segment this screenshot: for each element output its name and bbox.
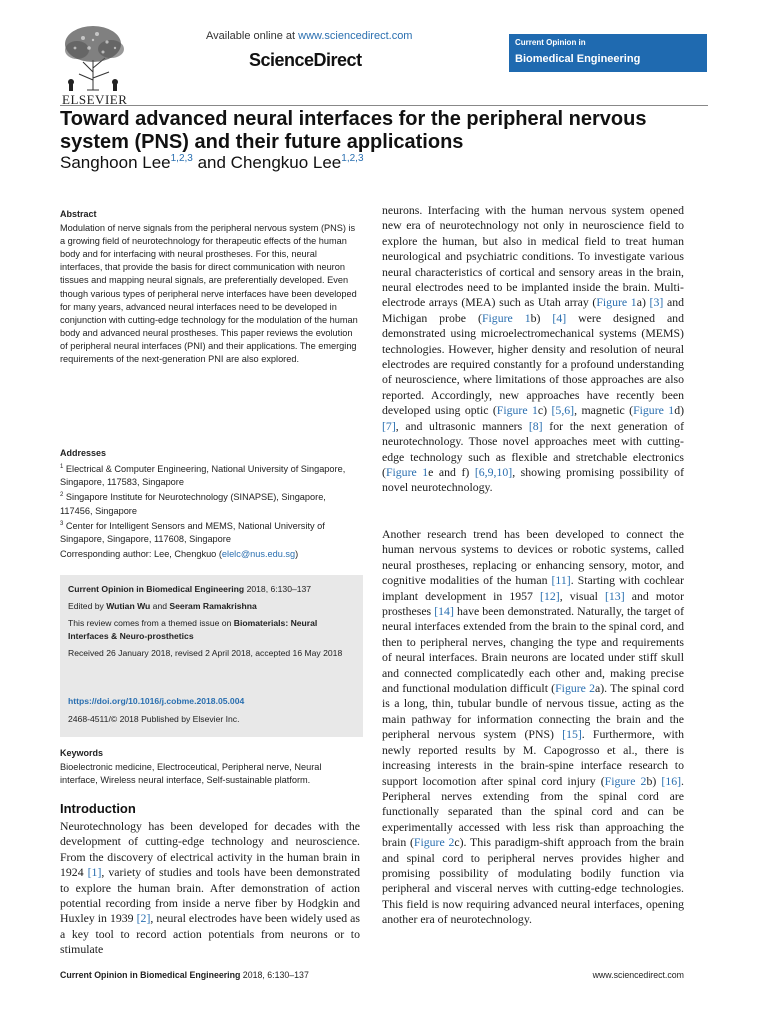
addresses-heading: Addresses [60,448,107,458]
abstract-text: Modulation of nerve signals from the peripheral nervous system (PNS) is a growing field of neurotechnology for therapeutic effects of the human body and for interfacing with neural prostheses. For this, neural interfaces, that provide the basis for direct communication with neuron tissues and mapping neural signals, are preferentially developed. Even though various types of peripheral nerve interfaces have been developed for many years, advanced neural interfaces need to be developed in conjunction with cutting-edge technology for the modulation of the human body and advanced neural prostheses. This paper reviews the evolution of peripheral neural interfaces (PNI) and their applications. The emerging requirements of the next-generation PNI are also explored. [60,223,358,365]
keywords-section [60,747,360,787]
journal-banner [509,34,707,72]
elsevier-tree-logo [57,22,129,92]
reference-link[interactable]: [1] [87,865,102,880]
figure-link[interactable]: Figure 1 [385,464,429,479]
figure-link[interactable]: Figure 1 [633,403,675,418]
footer-url[interactable]: www.sciencedirect.com [592,970,684,980]
keywords-text: Bioelectronic medicine, Electroceutical, Peripheral nerve, Neural interface, Wireless neural interface, Self-sustainable platform. [60,762,322,786]
publisher-wordmark: ELSEVIER [62,92,128,107]
article-info-box [60,575,363,737]
body-paragraph-1: neurons. Interfacing with the human nervous system opened new era of neurotechnology not only in neuroscience field to explore the human, but also in medical field to treat human neurological and psychiatric conditions. To investigate various neural characteristics of cortical and sensory areas in the brain, neural electrodes need to be implanted inside the brain. Multi-electrode arrays (MEA) such as Utah array (Figure 1a) [3] and Michigan probe (Figure 1b) [4] were designed and demonstrated using microelectromechanical systems (MEMS) technologies. However, higher density and resolution of neural electrodes are required constantly for a profound understanding of neuroscience, where limitations of those approaches are also reported. Accordingly, new approaches have recently been developed using optic (Figure 1c) [5,6], magnetic (Figure 1d) [7], and ultrasonic manners [8] for the next generation of neurotechnology. Those novel approaches meet with cutting-edge technology such as flexible and stretchable electronics (Figure 1e and f) [6,9,10], showing promising possibility of novel neurotechnology. [382,203,685,495]
addresses-section [60,447,360,546]
figure-link[interactable]: Figure 2 [555,681,596,696]
corresponding-author: Corresponding author: Lee, Chengkuo (elelc@nus.edu.sg) [60,549,299,559]
reference-link[interactable]: [4] [552,310,567,325]
author-name: Sanghoon Lee [60,153,171,172]
received-dates: Received 26 January 2018, revised 2 April 2018, accepted 16 May 2018 [68,648,343,658]
address-item: $^1$ Electrical & Computer Engineering, National University of Singapore, Singapore, 117583, Singapore [60,464,346,488]
figure-link[interactable]: Figure 1 [596,295,637,310]
address-item: $^2$ Singapore Institute for Neurotechnology (SINAPSE), Singapore, 117456, Singapore [60,492,326,516]
reference-link[interactable]: [14] [434,604,454,619]
reference-link[interactable]: [16] [661,773,682,788]
figure-link[interactable]: Figure 1 [496,403,538,418]
article-title: Toward advanced neural interfaces for the peripheral nervous system (PNS) and their future applications [60,108,647,153]
footer-citation: Current Opinion in Biomedical Engineering 2018, 6:130–137 [60,970,309,980]
body-paragraph-2: Another research trend has been developed to connect the human nervous systems to devices or robotic systems, called neural prostheses, replacing or enhancing sensory, motor, and cognitive modalities of the human [11]. Starting with cochlear implant development in 1957 [12], visual [13] and motor prostheses [14] have been demonstrated. Naturally, the target of neural interfaces extended from the brain to the spinal cord, and then to peripheral nerves, changing the type and requirements of neural interfaces. Brain neurons are located under stiff skull and connected complicatedly each other and, making precise and functional modulation difficult (Figure 2a). The spinal cord is a long, thin, tubular bundle of nervous tissue, acting as the main pathway for information connecting the brain and the peripheral nervous system (PNS) [15]. Furthermore, with newly reported results by M. Capogrosso et al., there is increasing interests in the brain-spine interface research to support locomotion after spinal cord injury (Figure 2b) [16]. Peripheral nerves extending from the spinal cord are functionally separated than the spinal cord and can be experimentally accessed with less risk than approaching the brain (Figure 2c). This paradigm-shift approach from the brain and spinal cord to peripheral nerves provides higher and promising possibility of modulating bodily function via peripheral and visceral nerves with cutting-edge technologies. This field is now requiring advanced neural interfaces, opening another era of neurotechnology. [382,527,685,927]
reference-link[interactable]: [3] [649,295,664,310]
reference-link[interactable]: [13] [604,588,625,603]
figure-link[interactable]: Figure 2 [413,835,455,850]
introduction-heading: Introduction [60,801,136,816]
sciencedirect-link[interactable]: www.sciencedirect.com [298,30,413,42]
reference-link[interactable]: [5,6] [551,403,575,418]
corresponding-email-link[interactable]: elelc@nus.edu.sg [221,549,296,559]
reference-link[interactable]: [12] [540,588,560,603]
reference-link[interactable]: [15] [562,727,582,742]
doi-link[interactable]: https://doi.org/10.1016/j.cobme.2018.05.004 [68,696,245,706]
themed-issue-line: This review comes from a themed issue on Biomaterials: Neural Interfaces & Neuro-prosthetics [68,618,318,641]
reference-link[interactable]: [8] [528,418,543,433]
availability-line: Available online at www.sciencedirect.com [206,30,413,42]
author-affiliation-sup[interactable]: 1,2,3 [170,153,193,164]
journal-banner-line2: Biomedical Engineering [515,53,641,65]
author-list: Sanghoon Lee$^{1,2,3}$ and Chengkuo Lee$^{1,2,3}$ [60,153,364,172]
reference-link[interactable]: [7] [382,418,396,433]
introduction-paragraph: Neurotechnology has been developed for decades with the development of cutting-edge technology and neuroscience. From the discovery of electrical activity in the human brain in 1924 [1], variety of studies and tools have been demonstrated to explore the human brain. After demonstration of action potential recording from inside a nerve fiber by Hodgkin and Huxley in 1939 [2], neural electrodes have been widely used as a key tool to record action potentials from neurons or to stimulate [60,819,360,957]
abstract-section [60,208,360,366]
journal-banner-line1: Current Opinion in [515,38,586,47]
editor-name: Wutian Wu [106,601,151,611]
copyright-line: 2468-4511/© 2018 Published by Elsevier Inc. [68,714,240,724]
journal-citation: Current Opinion in Biomedical Engineering 2018, 6:130–137 [68,584,312,594]
reference-link[interactable]: [6,9,10] [474,464,513,479]
reference-link[interactable]: [11] [551,573,571,588]
editor-name: Seeram Ramakrishna [169,601,257,611]
reference-link[interactable]: [2] [136,911,151,926]
editors-line: Edited by Wutian Wu and Seeram Ramakrishna [68,601,257,611]
figure-link[interactable]: Figure 2 [604,773,647,788]
header-divider [60,105,708,106]
address-item: $^3$ Center for Intelligent Sensors and MEMS, National University of Singapore, Singapore, 117608, Singapore [60,520,325,544]
doi-link-line [68,695,353,708]
platform-name: ScienceDirect [249,50,362,70]
abstract-heading: Abstract [60,209,97,219]
author-affiliation-sup[interactable]: 1,2,3 [341,153,364,164]
author-name: Chengkuo Lee [230,153,342,172]
figure-link[interactable]: Figure 1 [481,310,531,325]
keywords-heading: Keywords [60,748,104,758]
